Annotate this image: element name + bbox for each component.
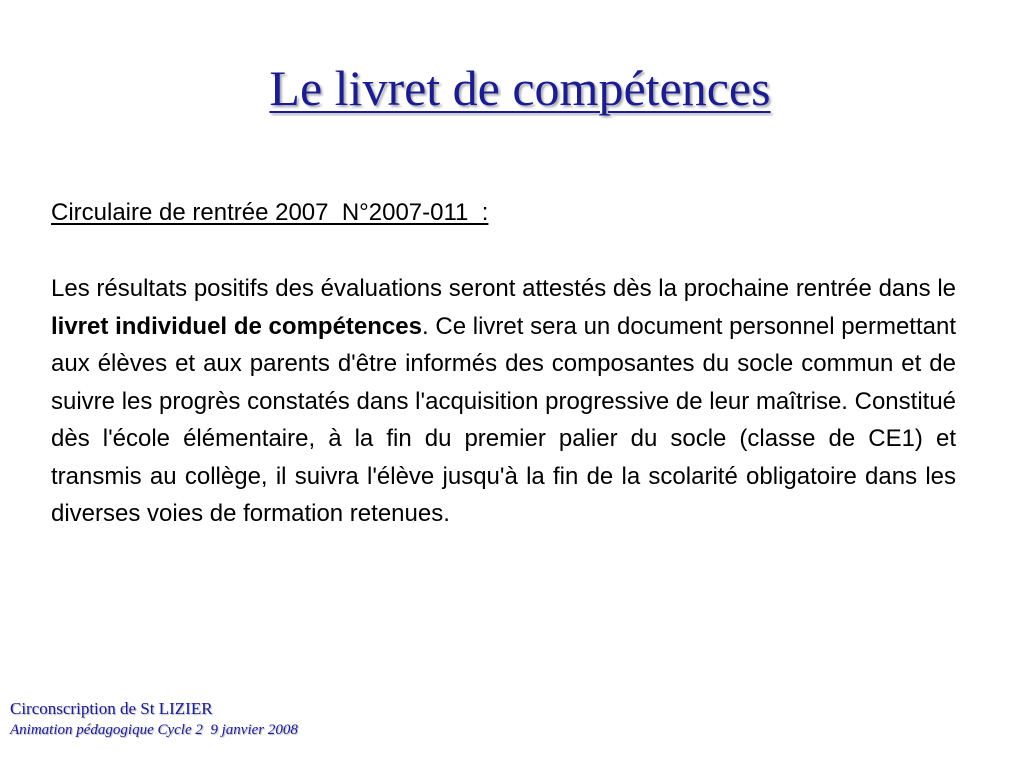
body-emphasis: livret individuel de compétences — [51, 312, 422, 340]
circular-reference-heading: Circulaire de rentrée 2007 N°2007-011 : — [51, 199, 489, 226]
body-text-part2: . Ce livret sera un document personnel permettant aux élèves et aux parents d'être informés des composantes du socle commun et de suivre les progrès constatés dans l'acquisition progressive de leur maîtrise. Constitué dès l'école élémentaire, à la fin du premier palier du socle (classe de CE1) et transmis au collège, il suivra l'élève jusqu'à la fin de la scolarité obligatoire dans les diverses voies de formation retenues. — [51, 312, 957, 527]
body-text-part1: Les résultats positifs des évaluations seront attestés dès la prochaine rentrée dans le — [51, 275, 956, 302]
footer-event: Animation pédagogique Cycle 2 9 janvier 2008 — [10, 722, 298, 738]
slide-title: Le livret de compétences — [269, 60, 771, 116]
slide-footer — [10, 698, 298, 740]
footer-circonscription: Circonscription de St LIZIER — [10, 699, 213, 718]
body-paragraph — [51, 270, 956, 533]
